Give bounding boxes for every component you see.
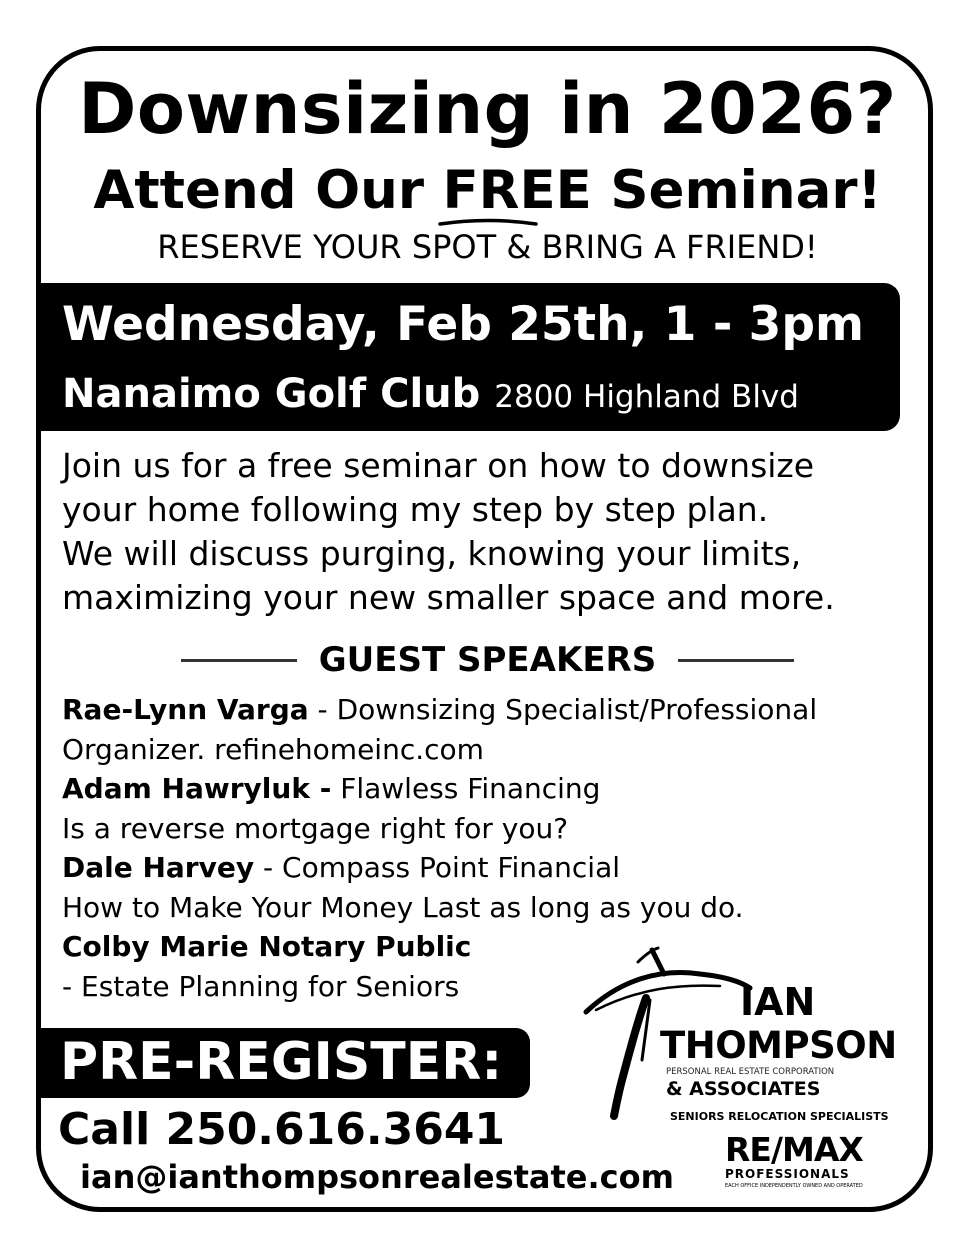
underline-swoosh [438, 215, 538, 229]
remax-logo: RE/MAX [725, 1130, 863, 1169]
guest-speakers-label: GUEST SPEAKERS [318, 640, 657, 680]
intro-line: your home following my step by step plan. [62, 490, 769, 529]
speaker-separator [331, 772, 340, 805]
speaker-name: Dale Harvey [62, 851, 255, 884]
subheadline-after: Seminar! [591, 160, 882, 221]
speaker-line [62, 848, 922, 888]
phone-number[interactable]: Call 250.616.3641 [58, 1104, 506, 1155]
speaker-role: Flawless Financing [340, 772, 601, 805]
free-emphasis [442, 160, 591, 221]
speaker-name: Rae-Lynn Varga [62, 693, 309, 726]
event-address: 2800 Highland Blvd [494, 379, 799, 415]
speaker-separator: - [254, 851, 283, 884]
event-venue: Nanaimo Golf Club [62, 371, 481, 417]
speaker-entry [62, 848, 922, 927]
remax-note: EACH OFFICE INDEPENDENTLY OWNED AND OPERATED [725, 1183, 863, 1189]
headline: Downsizing in 2026? [78, 68, 897, 150]
email-address[interactable]: ian@ianthompsonrealestate.com [80, 1158, 674, 1196]
logo-associates: & ASSOCIATES [666, 1078, 821, 1100]
heading-rule-right [678, 659, 794, 662]
speaker-entry [62, 690, 922, 769]
free-word: FREE [442, 160, 592, 221]
speaker-entry [62, 769, 922, 848]
event-banner [40, 283, 900, 431]
speaker-line [62, 690, 922, 730]
tagline: RESERVE YOUR SPOT & BRING A FRIEND! [157, 228, 818, 266]
speaker-name: Adam Hawryluk - [62, 772, 332, 805]
subheadline [0, 160, 975, 221]
speaker-detail: - Estate Planning for Seniors [62, 969, 460, 1003]
pre-register-banner [40, 1028, 530, 1098]
speaker-line [62, 769, 922, 809]
intro-line: Join us for a free seminar on how to downsize [62, 446, 815, 485]
speaker-detail: How to Make Your Money Last as long as you do. [62, 890, 744, 924]
speaker-role: Compass Point Financial [282, 851, 621, 884]
speaker-detail: Is a reverse mortgage right for you? [62, 811, 569, 845]
speaker-detail: Organizer. refinehomeinc.com [62, 732, 484, 766]
event-datetime: Wednesday, Feb 25th, 1 - 3pm [62, 297, 865, 352]
heading-rule-left [181, 659, 297, 662]
intro-line: maximizing your new smaller space and more. [62, 578, 835, 617]
guest-speakers-heading [0, 640, 975, 680]
speaker-role: Downsizing Specialist/Professional [336, 693, 818, 726]
subheadline-before: Attend Our [93, 160, 443, 221]
logo-last-name: THOMPSON [660, 1024, 897, 1067]
logo-corporation: PERSONAL REAL ESTATE CORPORATION [666, 1067, 835, 1077]
intro-line: We will discuss purging, knowing your limits, [62, 534, 802, 573]
speaker-name: Colby Marie Notary Public [62, 930, 472, 963]
logo-first-name: IAN [740, 980, 816, 1024]
pre-register-label: PRE-REGISTER: [60, 1032, 503, 1092]
ian-thompson-logo [580, 940, 920, 1200]
event-location [62, 371, 799, 417]
intro-paragraph [62, 444, 922, 620]
speaker-separator: - [308, 693, 337, 726]
remax-professionals: PROFESSIONALS [725, 1167, 850, 1181]
logo-tagline: SENIORS RELOCATION SPECIALISTS [670, 1110, 889, 1123]
